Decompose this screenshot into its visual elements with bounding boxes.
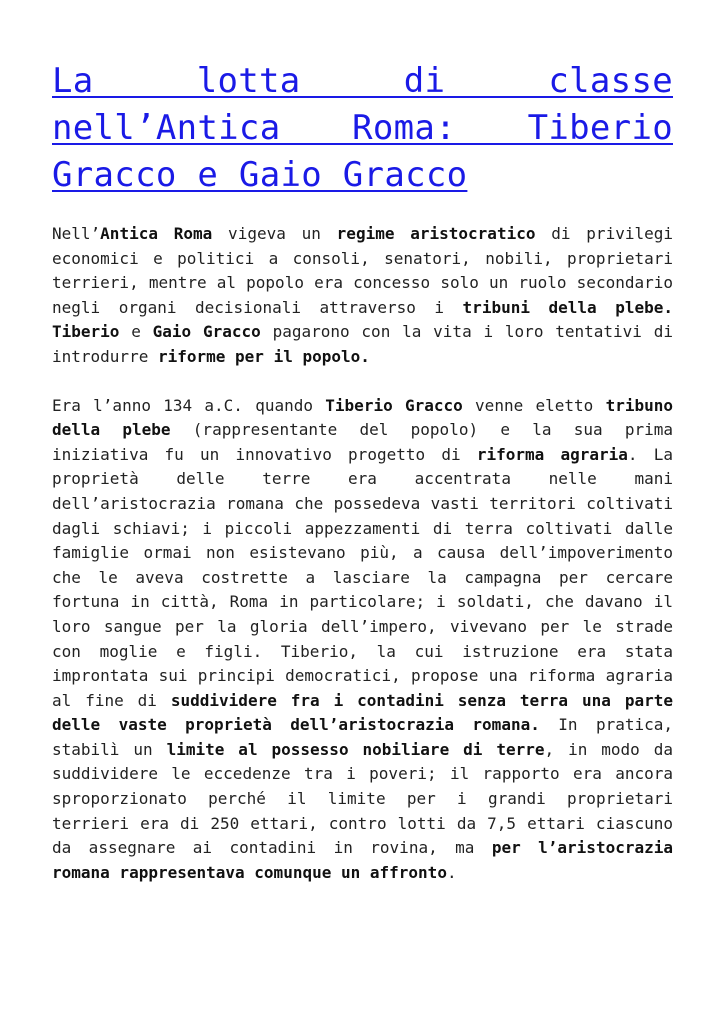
emphasis-text: Tiberio Gracco [325,395,463,415]
body-text: , in modo da suddividere le eccedenze tra i poveri; il rapporto era ancora sproporzionato perché il limite per i grandi proprietari terrieri era di 250 ettari, contro lotti da 7,5 ettari ciascuno da assegnare ai contadini in rovina, ma [52,739,673,858]
body-text: e [119,322,153,342]
body-text: . La proprietà delle terre era accentrata nelle mani dell’aristocrazia romana che possedeva vasti territori coltivati dagli schiavi; i piccoli appezzamenti di terra coltivati dalle famiglie ormai non esistevano più, a causa dell’impoverimento che le aveva costrette a lasciare la campagna per cercare fortuna in città, Roma in particolare; i soldati, che davano il loro sangue per la gloria dell’impero, vivevano per le strade con moglie e figli. Tiberio, la cui istruzione era stata improntata sui principi democratici, propose una riforma agraria al fine di [52,444,674,710]
emphasis-text: tribuno della plebe [52,395,673,440]
body-text: Era l’anno 134 a.C. quando [52,395,326,415]
emphasis-text: suddividere fra i contadini senza terra una parte delle vaste proprietà dell’aristocrazia romana. [52,690,673,735]
emphasis-text: Antica Roma [100,224,213,243]
body-text: Nell’ [52,224,101,243]
emphasis-text: riforma agraria [476,444,628,464]
body-text: (rappresentante del popolo) e la sua prima iniziativa fu un innovativo progetto di [52,420,673,464]
emphasis-text: limite al possesso nobiliare di terre [166,739,545,759]
article-title [52,58,673,199]
article-title-link[interactable]: La lotta di classe nell’Antica Roma: Tiberio Gracco e Gaio Gracco [52,61,673,195]
body-text: In pratica, stabilì un [52,715,674,759]
body-text: . [446,862,457,882]
emphasis-text: riforme per il popolo. [157,346,370,366]
emphasis-text: regime aristocratico [336,224,536,243]
article-paragraph [52,222,673,370]
article [52,58,673,885]
body-text: venne eletto [462,395,606,415]
article-body [52,222,673,885]
article-paragraph [52,394,673,886]
emphasis-text: tribuni della plebe. Tiberio [52,297,674,342]
body-text: di privilegi economici e politici a consoli, senatori, nobili, proprietari terrieri, mentre al popolo era concesso solo un ruolo secondario negli organi decisionali attraverso i [52,224,673,317]
emphasis-text: per l’aristocrazia romana rappresentava comunque un affronto [52,838,674,882]
emphasis-text: Gaio Gracco [152,322,261,342]
body-text: pagarono con la vita i loro tentativi di introdurre [52,322,673,366]
body-text: vigeva un [212,224,337,243]
